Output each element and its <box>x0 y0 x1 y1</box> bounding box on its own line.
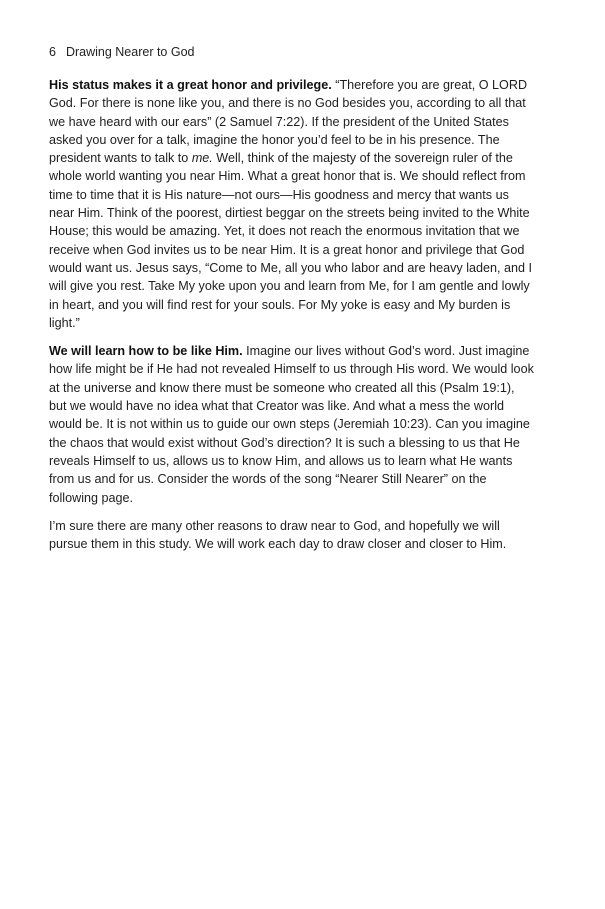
paragraph-lead-heading: His status makes it a great honor and privilege. <box>49 78 332 92</box>
body-text <box>49 76 535 563</box>
running-title: Drawing Nearer to God <box>65 45 195 59</box>
paragraph-status-honor <box>49 76 535 332</box>
paragraph-text: I’m sure there are many other reasons to draw near to God, and hopefully we will pursue them in this study. We will work each day to draw closer and closer to Him. <box>49 518 507 552</box>
paragraph-lead-heading: We will learn how to be like Him. <box>49 344 243 359</box>
paragraph-text: Well, think of the majesty of the sovereign ruler of the whole world wanting you near Him. What a great honor that is. We should reflect from time to time that it is His nature—not ours—His goodness and mercy that wants us near Him. Think of the poorest, dirtiest beggar on the streets being invited to the White House; this would be amazing. Yet, it does not reach the enormous invitation that we receive when God invites us to be near Him. It is a great honor and privilege that God would want us. Jesus says, “Come to Me, all you who labor and are heavy laden, and I will give you rest. Take My yoke upon you and learn from Me, for I am gentle and lowly in heart, and you will find rest for your souls. For My yoke is easy and My burden is light.” <box>49 151 533 330</box>
emphasized-word: me. <box>191 151 213 166</box>
paragraph-closing <box>49 517 535 554</box>
paragraph-text: Imagine our lives without God’s word. Just imagine how life might be if He had not revealed Himself to us through His word. We would look at the universe and know there must be someone who created all this (Psalm 19:1), but we would have no idea what that Creator was like. And what a mess the world would be. It is not within us to guide our own steps (Jeremiah 10:23). Can you imagine the chaos that would exist without God’s direction? It is such a blessing to us that He reveals Himself to us, allows us to know Him, and allows us to learn what He wants from us and for us. Consider the words of the song “Nearer Still Nearer” on the following page. <box>49 344 534 505</box>
paragraph-text: “Therefore you are great, O LORD God. For there is none like you, and there is no God besides you, according to all that we have heard with our ears” (2 Samuel 7:22). If the president of the United States asked you over for a talk, imagine the honor you’d feel to be in his presence. The president wants to talk to <box>49 78 528 166</box>
running-header <box>49 44 194 60</box>
paragraph-learn-like-him <box>49 342 535 507</box>
page-number: 6 <box>49 45 56 59</box>
